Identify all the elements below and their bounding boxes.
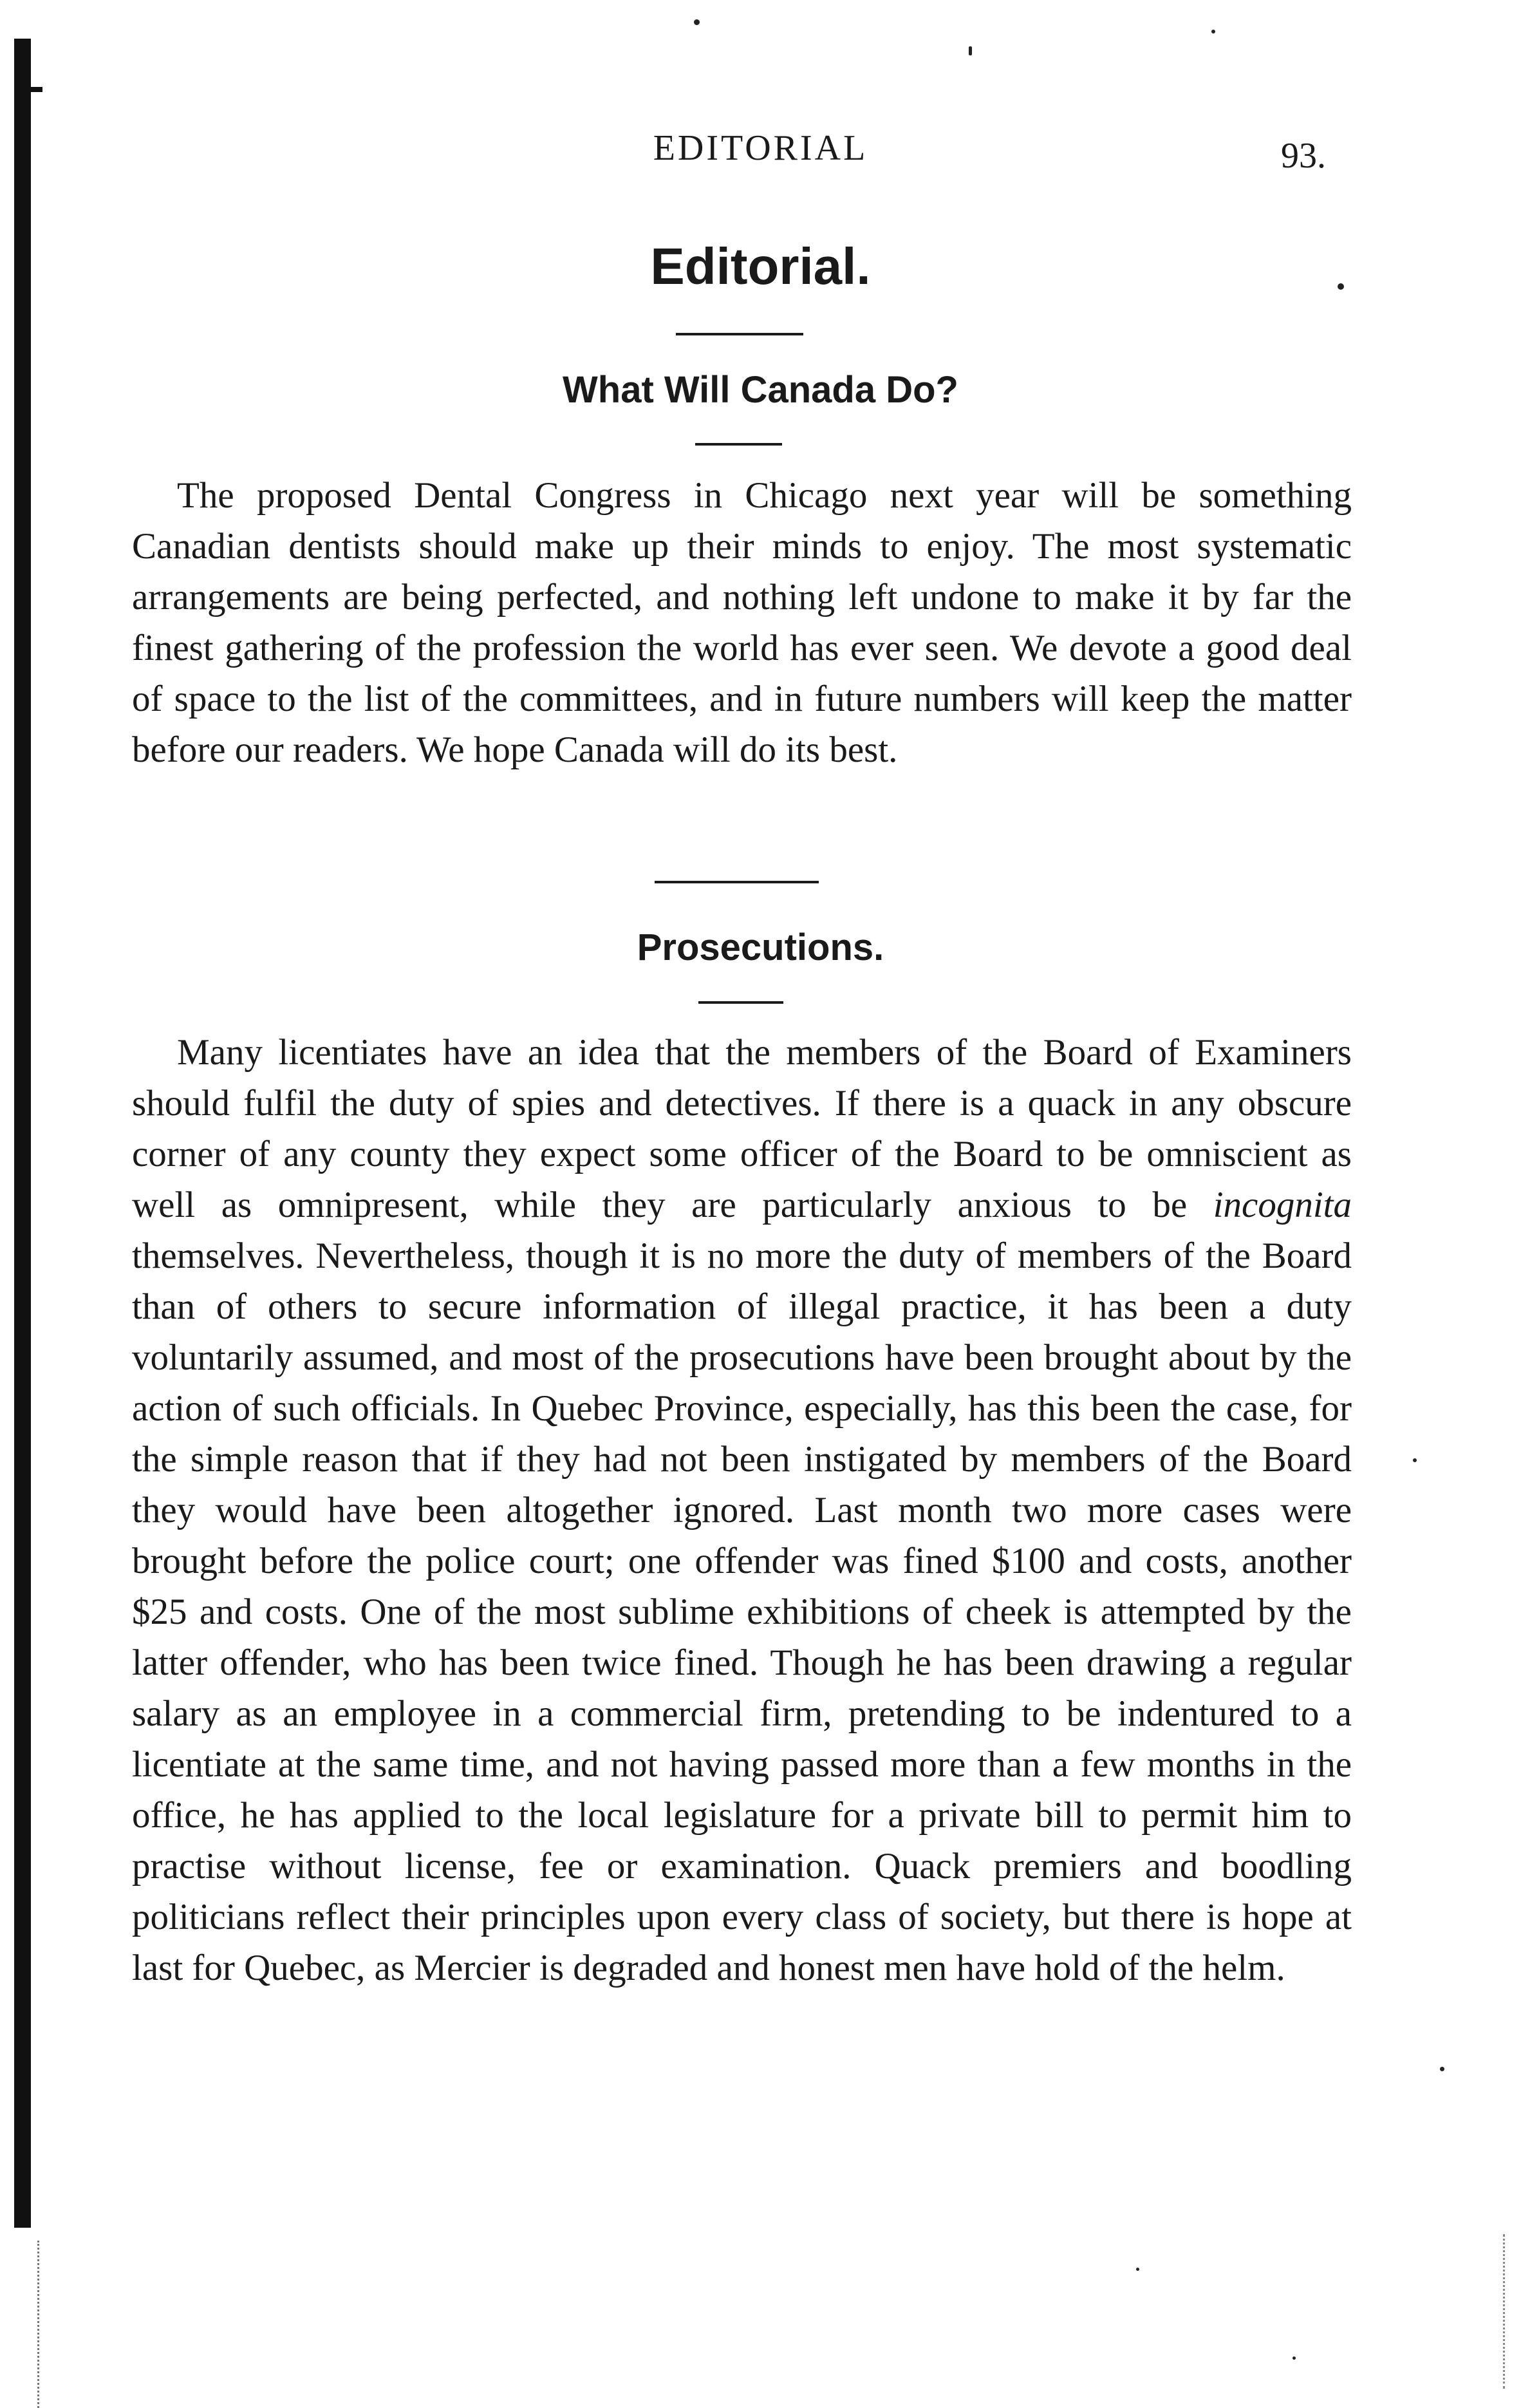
article-title: Prosecutions.: [637, 927, 884, 968]
running-head: EDITORIAL: [653, 128, 868, 168]
article-body: The proposed Dental Congress in Chicago next year will be something Canadian dentists should make up their minds to enjoy. The most systematic arrangements are being perfected, and nothing left undone to make it by far the finest gathering of the profession the world has ever seen. We devote a good deal of space to the list of the committees, and in future numbers will keep the matter before our readers. We hope Canada will do its best.: [132, 475, 1352, 770]
scan-speck: [1292, 2356, 1296, 2360]
scan-edge-dots-right: [1503, 2234, 1507, 2389]
scan-speck: [1440, 2067, 1444, 2071]
title-rule: [676, 333, 803, 335]
scan-speck: [694, 19, 700, 25]
page-number: 93.: [1281, 136, 1326, 176]
scan-edge-notch: [26, 87, 42, 92]
scan-edge-bar: [14, 39, 31, 2228]
article-rule: [698, 1001, 783, 1004]
article-body: [132, 1027, 1352, 1993]
italic-word: incognita: [1213, 1185, 1352, 1225]
article-title: What Will Canada Do?: [563, 369, 958, 411]
article-body-text: themselves. Nevertheless, though it is no more the duty of members of the Board than of others to secure information of illegal practice, it has been a duty voluntarily assumed, and most of the prosecutions have been brought about by the action of such officials. In Quebec Province, especially, has this been the case, for the simple reason that if they had not been instigated by members of the Board they would have been altogether ignored. Last month two more cases were brought before the police court; one offender was fined $100 and costs, another $25 and costs. One of the most sublime exhibitions of cheek is attempted by the latter offender, who has been twice fined. Though he has been drawing a regular salary as an employee in a commercial firm, pretending to be indentured to a licentiate at the same time, and not having passed more than a few months in the office, he has applied to the local legislature for a private bill to permit him to practise without license, fee or examination. Quack premiers and boodling politicians reflect their principles upon every class of society, but there is hope at last for Quebec, as Mercier is degraded and honest men have hold of the helm.: [132, 1236, 1352, 1988]
scan-edge-dots: [37, 2241, 41, 2408]
page-title: Editorial.: [650, 238, 871, 295]
scan-speck: [969, 46, 972, 55]
section-separator: [655, 881, 819, 883]
scan-speck: [1413, 1458, 1417, 1462]
article-body-text: Many licentiates have an idea that the members of the Board of Examiners should fulfil the duty of spies and detectives. If there is a quack in any obscure corner of any county they expect some officer of the Board to be omniscient as well as omnipresent, while they are particularly anxious to be: [132, 1032, 1352, 1225]
article-rule: [695, 443, 782, 446]
scan-speck: [1136, 2268, 1139, 2271]
scan-speck: [1211, 30, 1215, 33]
